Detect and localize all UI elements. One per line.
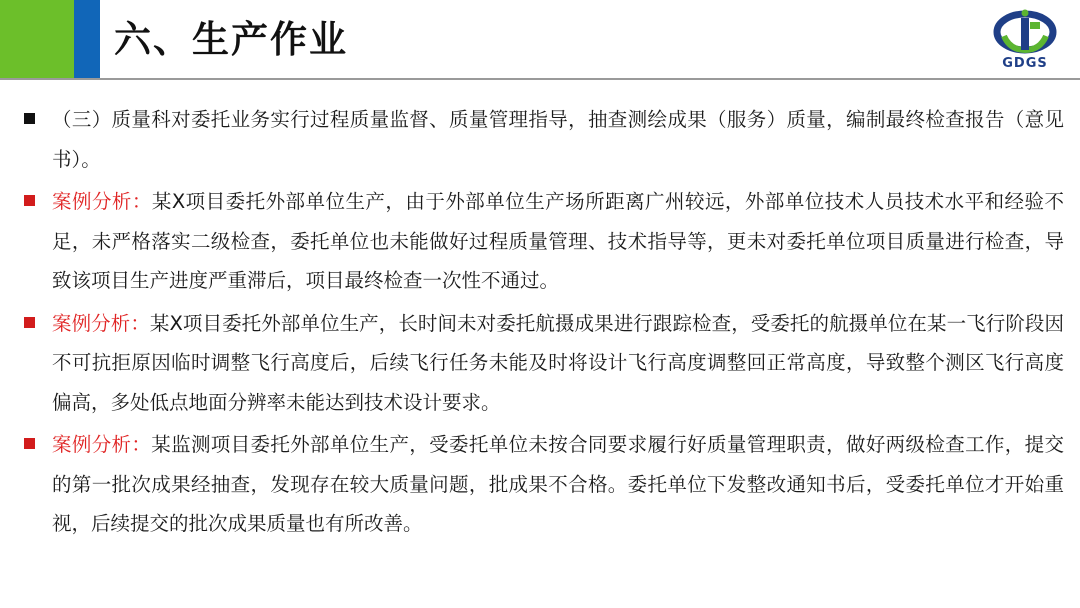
- square-bullet-icon: [24, 195, 35, 206]
- square-bullet-icon: [24, 317, 35, 328]
- header-divider: [0, 78, 1080, 80]
- slide-body: [24, 100, 1064, 547]
- case-label: 案例分析：: [52, 190, 152, 213]
- bullet-item-case-3: [24, 425, 1064, 544]
- slide-header: [0, 0, 1080, 80]
- square-bullet-icon: [24, 438, 35, 449]
- header-accent-green-bar: [0, 0, 74, 80]
- case-label: 案例分析：: [52, 311, 150, 335]
- square-bullet-icon: [24, 113, 35, 124]
- logo-text: GDGS: [1002, 56, 1048, 71]
- item-text: 某监测项目委托外部单位生产，受委托单位未按合同要求履行好质量管理职责，做好两级检查工作，提交的第一批次成果经抽查，发现存在较大质量问题，批成果不合格。委托单位下发整改通知书后，受委托单位才开始重视，后续提交的批次成果质量也有所改善。: [52, 433, 1064, 535]
- header-accent-blue-bar: [74, 0, 100, 80]
- bullet-item-intro: [24, 100, 1064, 179]
- item-text: （三）质量科对委托业务实行过程质量监督、质量管理指导，抽查测绘成果（服务）质量，编制最终检查报告（意见书）。: [52, 108, 1064, 171]
- bullet-item-case-1: [24, 182, 1064, 301]
- item-text: 某X项目委托外部单位生产，长时间未对委托航摄成果进行跟踪检查，受委托的航摄单位在某一飞行阶段因不可抗拒原因临时调整飞行高度后，后续飞行任务未能及时将设计飞行高度调整回正常高度，导致整个测区飞行高度偏高，多处低点地面分辨率未能达到技术设计要求。: [52, 311, 1064, 414]
- item-text: 某X项目委托外部单位生产，由于外部单位生产场所距离广州较远，外部单位技术人员技术水平和经验不足，未严格落实二级检查，委托单位也未能做好过程质量管理、技术指导等，更未对委托单位项目质量进行检查，导致该项目生产进度严重滞后，项目最终检查一次性不通过。: [52, 190, 1064, 292]
- bullet-item-case-2: [24, 304, 1064, 423]
- slide-title: 六、生产作业: [114, 18, 348, 61]
- case-label: 案例分析：: [52, 433, 152, 456]
